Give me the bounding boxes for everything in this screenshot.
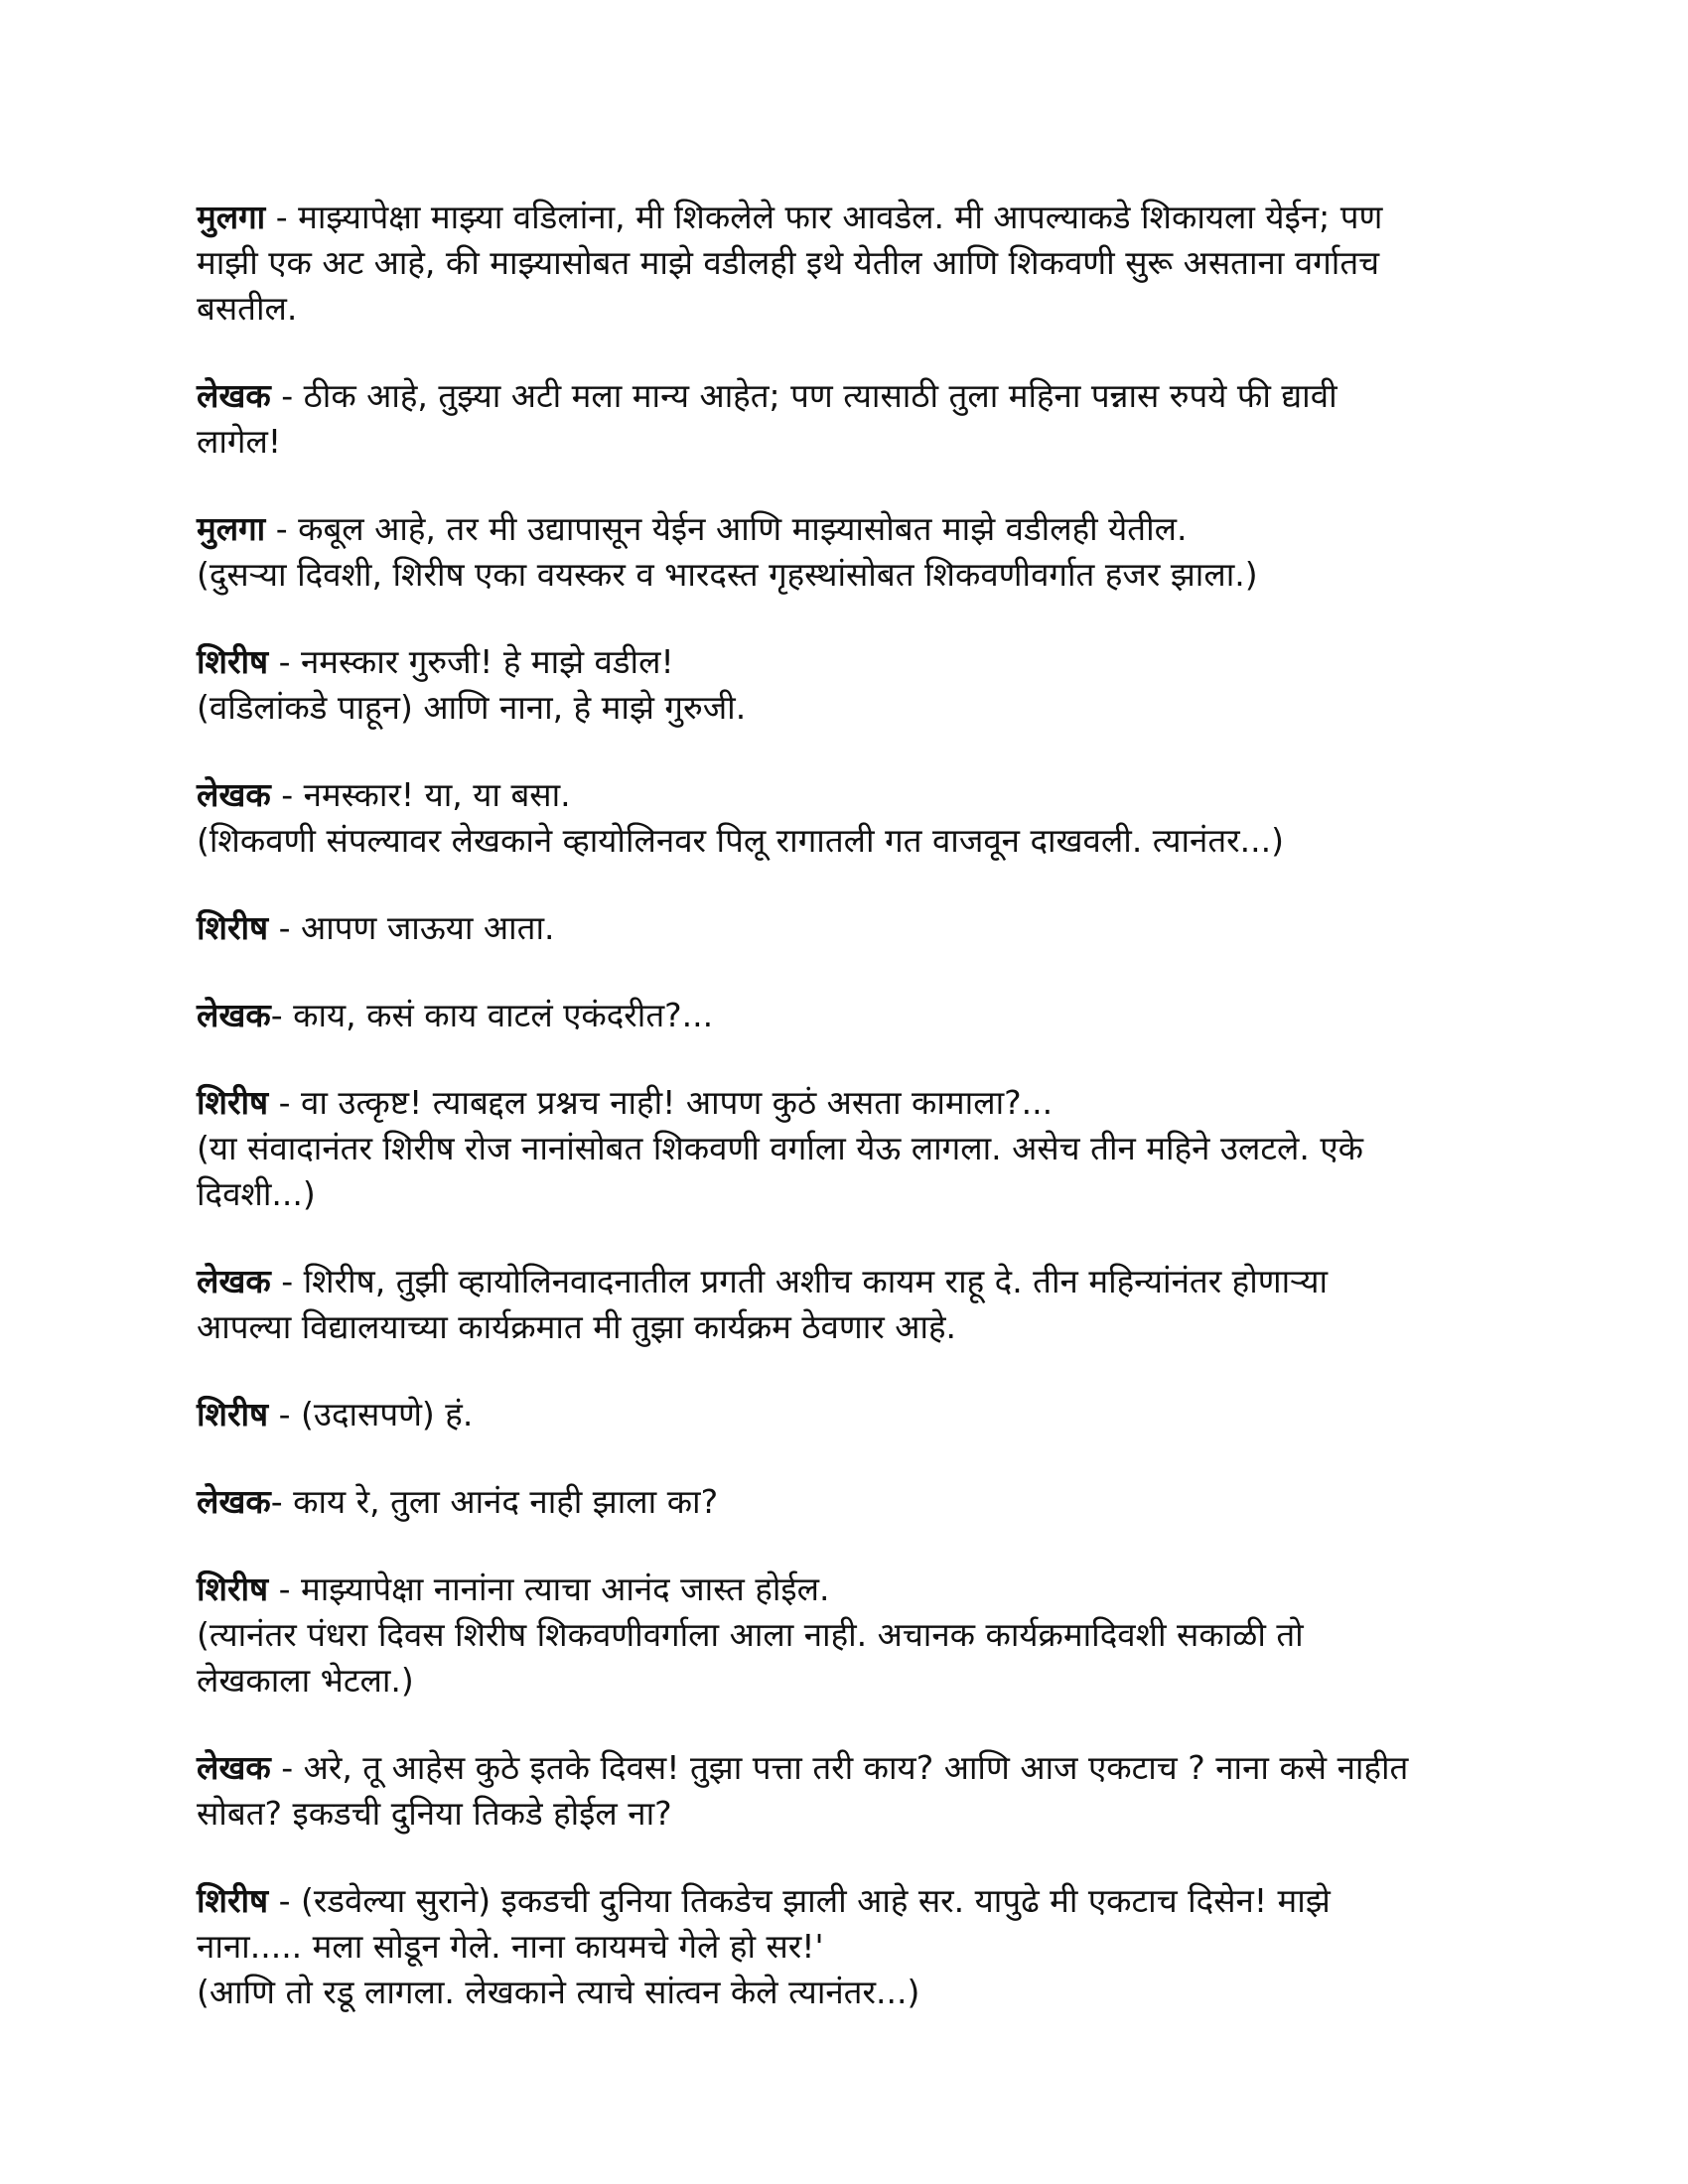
dialogue-block: [197, 1259, 1487, 1350]
dialogue-line: [197, 1567, 1487, 1612]
dialogue-text: - वा उत्कृष्ट! त्याबद्दल प्रश्नच नाही! आपण कुठं असता कामाला?...: [268, 1083, 1054, 1122]
dialogue-text: - (उदासपणे) हं.: [268, 1395, 474, 1433]
dialogue-line: [197, 1126, 1487, 1171]
dialogue-text: - (रडवेल्या सुराने) इकडची दुनिया तिकडेच झाली आहे सर. यापुढे मी एकटाच दिसेन! माझे: [268, 1881, 1331, 1920]
dialogue-block: [197, 1479, 1487, 1525]
speaker-name: शिरीष: [197, 1083, 269, 1122]
dialogue-line: [197, 1392, 1487, 1437]
dialogue-text: (या संवादानंतर शिरीष रोज नानांसोबत शिकवणी वर्गाला येऊ लागला. असेच तीन महिने उलटले. एके: [197, 1129, 1363, 1167]
speaker-name: लेखक: [197, 775, 271, 814]
dialogue-line: [197, 373, 1487, 419]
dialogue-line: [197, 639, 1487, 685]
speaker-name: लेखक: [197, 1482, 271, 1521]
dialogue-text: (वडिलांकडे पाहून) आणि नाना, हे माझे गुरुजी.: [197, 688, 747, 727]
dialogue-block: [197, 506, 1487, 598]
speaker-name: शिरीष: [197, 1881, 269, 1920]
speaker-name: शिरीष: [197, 1570, 269, 1608]
dialogue-line: [197, 1304, 1487, 1350]
dialogue-line: [197, 1924, 1487, 1970]
dialogue-text: (आणि तो रडू लागला. लेखकाने त्याचे सांत्वन केले त्यानंतर...): [197, 1973, 920, 2011]
dialogue-text: सोबत? इकडची दुनिया तिकडे होईल ना?: [197, 1794, 672, 1833]
dialogue-text: - कबूल आहे, तर मी उद्यापासून येईन आणि माझ्यासोबत माझे वडीलही येतील.: [265, 509, 1188, 548]
dialogue-line: [197, 905, 1487, 951]
dialogue-block: [197, 1392, 1487, 1437]
dialogue-block: [197, 993, 1487, 1038]
dialogue-line: [197, 195, 1487, 240]
dialogue-text: दिवशी...): [197, 1174, 316, 1213]
dialogue-text: - अरे, तू आहेस कुठे इतके दिवस! तुझा पत्ता तरी काय? आणि आज एकटाच ? नाना कसे नाहीत: [270, 1748, 1409, 1787]
dialogue-text: - काय रे, तुला आनंद नाही झाला का?: [270, 1482, 719, 1521]
dialogue-text: - नमस्कार! या, या बसा.: [270, 775, 571, 814]
dialogue-line: [197, 419, 1487, 465]
dialogue-line: [197, 1970, 1487, 2015]
dialogue-line: [197, 1612, 1487, 1658]
dialogue-line: [197, 1745, 1487, 1791]
dialogue-block: [197, 905, 1487, 951]
dialogue-text: लेखकाला भेटला.): [197, 1661, 414, 1700]
dialogue-block: [197, 772, 1487, 864]
dialogue-line: [197, 818, 1487, 864]
dialogue-line: [197, 685, 1487, 731]
dialogue-block: [197, 1080, 1487, 1217]
dialogue-text: बसतील.: [197, 289, 298, 328]
dialogue-line: [197, 552, 1487, 598]
speaker-name: लेखक: [197, 1262, 271, 1300]
speaker-name: लेखक: [197, 376, 271, 415]
dialogue-text: माझी एक अट आहे, की माझ्यासोबत माझे वडीलही इथे येतील आणि शिकवणी सुरू असताना वर्गातच: [197, 243, 1380, 282]
speaker-name: मुलगा: [197, 198, 266, 236]
dialogue-line: [197, 1479, 1487, 1525]
dialogue-block: [197, 1745, 1487, 1837]
dialogue-block: [197, 1567, 1487, 1704]
dialogue-line: [197, 772, 1487, 818]
dialogue-line: [197, 1171, 1487, 1217]
dialogue-text: आपल्या विद्यालयाच्या कार्यक्रमात मी तुझा कार्यक्रम ठेवणार आहे.: [197, 1307, 957, 1346]
speaker-name: लेखक: [197, 1748, 271, 1787]
dialogue-document: [197, 195, 1487, 2057]
dialogue-text: लागेल!: [197, 422, 282, 461]
dialogue-line: [197, 1791, 1487, 1837]
dialogue-text: - ठीक आहे, तुझ्या अटी मला मान्य आहेत; पण त्यासाठी तुला महिना पन्नास रुपये फी द्यावी: [270, 376, 1337, 415]
speaker-name: लेखक: [197, 996, 271, 1034]
dialogue-line: [197, 993, 1487, 1038]
dialogue-block: [197, 1878, 1487, 2015]
dialogue-line: [197, 240, 1487, 286]
dialogue-block: [197, 195, 1487, 332]
dialogue-text: - माझ्यापेक्षा माझ्या वडिलांना, मी शिकलेले फार आवडेल. मी आपल्याकडे शिकायला येईन; पण: [265, 198, 1383, 236]
dialogue-text: (त्यानंतर पंधरा दिवस शिरीष शिकवणीवर्गाला आला नाही. अचानक कार्यक्रमादिवशी सकाळी तो: [197, 1615, 1304, 1654]
dialogue-block: [197, 373, 1487, 465]
dialogue-line: [197, 1080, 1487, 1126]
dialogue-block: [197, 639, 1487, 731]
dialogue-text: (शिकवणी संपल्यावर लेखकाने व्हायोलिनवर पिलू रागातली गत वाजवून दाखवली. त्यानंतर...): [197, 821, 1285, 860]
dialogue-text: - नमस्कार गुरुजी! हे माझे वडील!: [268, 642, 674, 681]
dialogue-line: [197, 1658, 1487, 1704]
dialogue-line: [197, 1878, 1487, 1924]
dialogue-text: - माझ्यापेक्षा नानांना त्याचा आनंद जास्त होईल.: [268, 1570, 830, 1608]
dialogue-line: [197, 286, 1487, 332]
speaker-name: शिरीष: [197, 642, 269, 681]
dialogue-line: [197, 1259, 1487, 1304]
dialogue-text: - काय, कसं काय वाटलं एकंदरीत?...: [270, 996, 714, 1034]
speaker-name: शिरीष: [197, 1395, 269, 1433]
dialogue-text: - आपण जाऊया आता.: [268, 908, 555, 947]
dialogue-line: [197, 506, 1487, 552]
dialogue-text: नाना..... मला सोडून गेले. नाना कायमचे गेले हो सर!': [197, 1927, 824, 1966]
dialogue-text: (दुसऱ्या दिवशी, शिरीष एका वयस्कर व भारदस्त गृहस्थांसोबत शिकवणीवर्गात हजर झाला.): [197, 555, 1258, 594]
dialogue-text: - शिरीष, तुझी व्हायोलिनवादनातील प्रगती अशीच कायम राहू दे. तीन महिन्यांनंतर होणाऱ्या: [270, 1262, 1329, 1300]
speaker-name: मुलगा: [197, 509, 266, 548]
speaker-name: शिरीष: [197, 908, 269, 947]
